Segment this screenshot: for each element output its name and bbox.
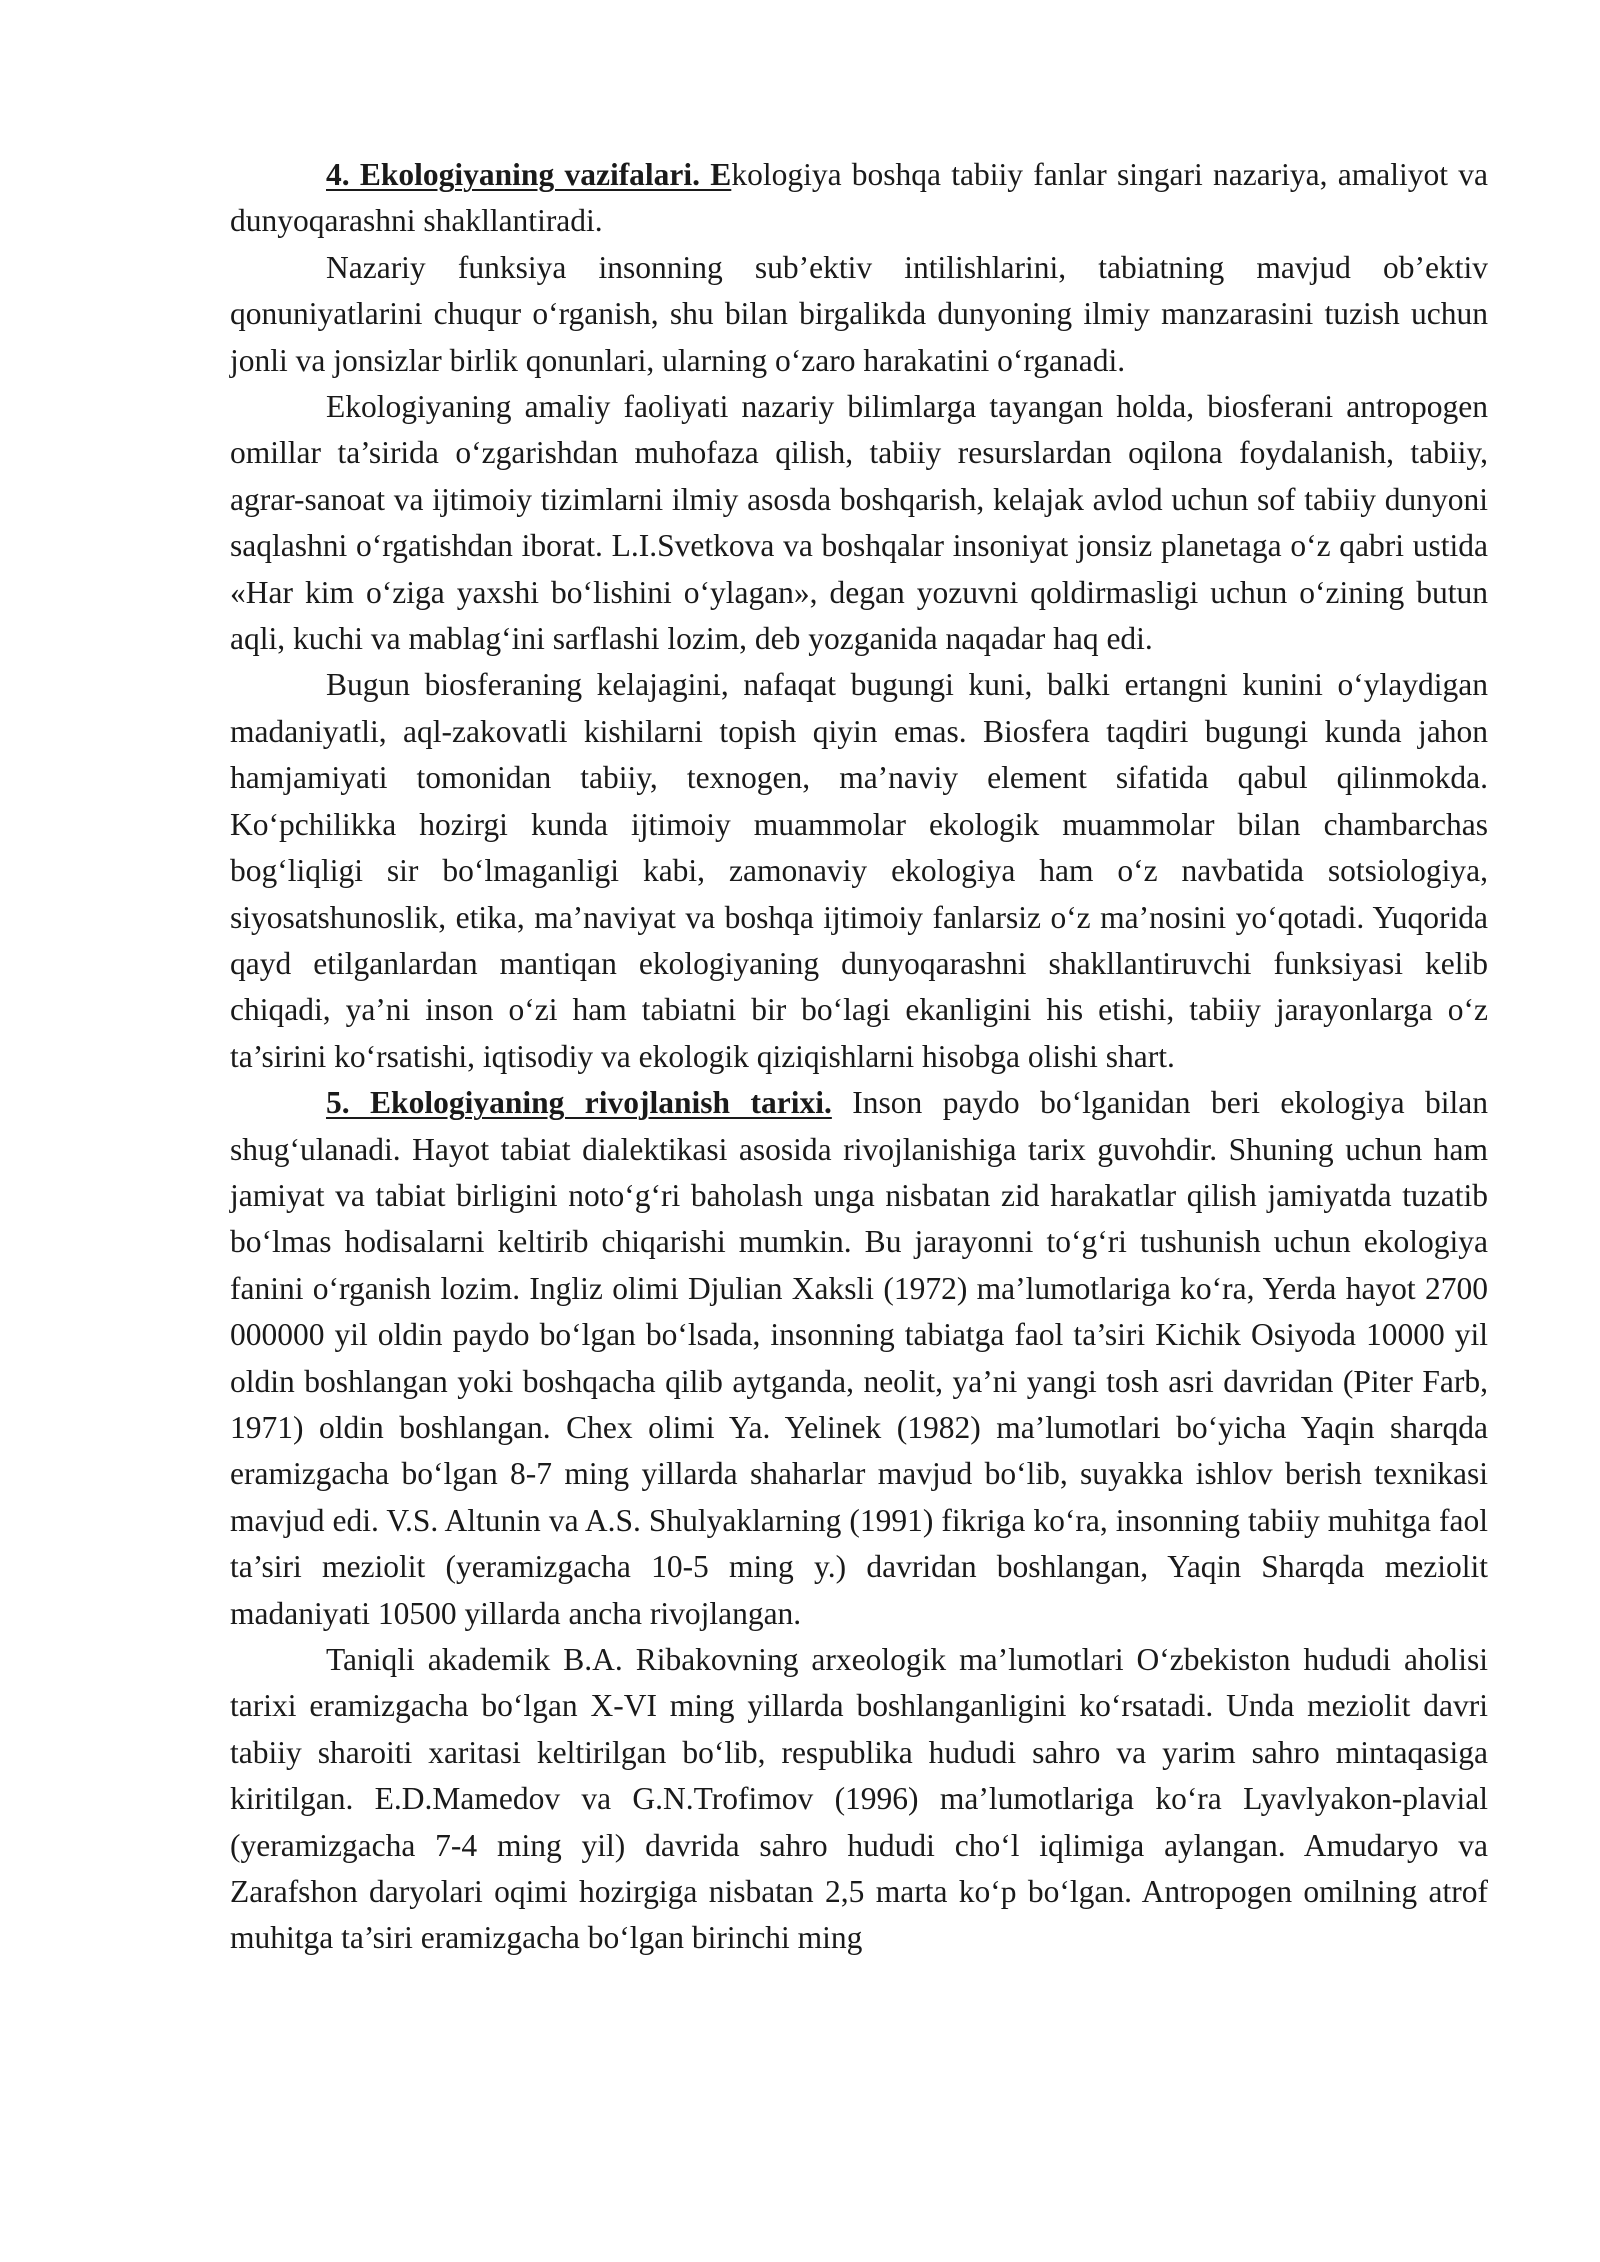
paragraph-biosphere-future: Bugun biosferaning kelajagini, nafaqat bugungi kuni, balki ertangni kunini o‘ylaydigan madaniyatli, aql-zakovatli kishilarni topish qiyin emas. Biosfera taqdiri bugungi kunda jahon hamjamiyati tomonidan tabiiy, texnogen, ma’naviy element sifatida qabul qilinmokda. Ko‘pchilikka hozirgi kunda ijtimoiy muammolar ekologik muammolar bilan chambarchas bog‘liqligi sir bo‘lmaganligi kabi, zamonaviy ekologiya ham o‘z navbatida sotsiologiya, siyosatshunoslik, etika, ma’naviyat va boshqa ijtimoiy fanlarsiz o‘z ma’nosini yo‘qotadi. Yuqorida qayd etilganlardan mantiqan ekologiyaning dunyoqarashni shakllantiruvchi funksiyasi kelib chiqadi, ya’ni inson o‘zi ham tabiatni bir bo‘lagi ekanligini his etishi, tabiiy jarayonlarga o‘z ta’sirini ko‘rsatishi, iqtisodiy va ekologik qiziqishlarni hisobga olishi shart. bbox=[230, 667, 1488, 1074]
paragraph-history-intro bbox=[230, 1080, 1488, 1637]
paragraph-practical-activity: Ekologiyaning amaliy faoliyati nazariy bilimlarga tayangan holda, biosferani antropogen omillar ta’sirida o‘zgarishdan muhofaza qilish, tabiiy resurslardan oqilona foydalanish, tabiiy, agrar-sanoat va ijtimoiy tizimlarni ilmiy asosda boshqarish, kelajak avlod uchun sof tabiiy dunyoni saqlashni o‘rgatishdan iborat. L.I.Svetkova va boshqalar insoniyat jonsiz planetaga o‘z qabri ustida «Har kim o‘ziga yaxshi bo‘lishini o‘ylagan», degan yozuvni qoldirmasligi uchun o‘zining butun aqli, kuchi va mablag‘ini sarflashi lozim, deb yozganida naqadar haq edi. bbox=[230, 389, 1488, 657]
document-page bbox=[230, 152, 1488, 1962]
section-heading-ecology-tasks: 4. Ekologiyaning vazifalari. E bbox=[326, 157, 732, 192]
paragraph-tasks-intro bbox=[230, 152, 1488, 245]
paragraph-text: Inson paydo bo‘lganidan beri ekologiya bilan shug‘ulanadi. Hayot tabiat dialektikasi asosida rivojlanishiga tarix guvohdir. Shuning uchun ham jamiyat va tabiat birligini noto‘g‘ri baholash unga nisbatan zid harakatlar qilish jamiyatda tuzatib bo‘lmas hodisalarni keltirib chiqarishi mumkin. Bu jarayonni to‘g‘ri tushunish uchun ekologiya fanini o‘rganish lozim. Ingliz olimi Djulian Xaksli (1972) ma’lumotlariga ko‘ra, Yerda hayot 2700 000000 yil oldin paydo bo‘lgan bo‘lsada, insonning tabiatga faol ta’siri Kichik Osiyoda 10000 yil oldin boshlangan yoki boshqacha qilib aytganda, neolit, ya’ni yangi tosh asri davridan (Piter Farb, 1971) oldin boshlangan. Chex olimi Ya. Yelinek (1982) ma’lumotlari bo‘yicha Yaqin sharqda eramizgacha bo‘lgan 8-7 ming yillarda shaharlar mavjud bo‘lib, suyakka ishlov berish texnikasi mavjud edi. V.S. Altunin va A.S. Shulyaklarning (1991) fikriga ko‘ra, insonning tabiiy muhitga faol ta’siri meziolit (yeramizgacha 10-5 ming y.) davridan boshlangan, Yaqin Sharqda meziolit madaniyati 10500 yillarda ancha rivojlangan. bbox=[230, 1085, 1488, 1631]
section-heading-ecology-history: 5. Ekologiyaning rivojlanish tarixi. bbox=[326, 1085, 832, 1121]
paragraph-theoretical-function: Nazariy funksiya insonning sub’ektiv intilishlarini, tabiatning mavjud ob’ektiv qonuniyatlarini chuqur o‘rganish, shu bilan birgalikda dunyoning ilmiy manzarasini tuzish uchun jonli va jonsizlar birlik qonunlari, ularning o‘zaro harakatini o‘rganadi. bbox=[230, 249, 1488, 378]
paragraph-uzbekistan-history: Taniqli akademik B.A. Ribakovning arxeologik ma’lumotlari O‘zbekiston hududi aholisi tarixi eramizgacha bo‘lgan X-VI ming yillarda boshlanganligini ko‘rsatadi. Unda meziolit davri tabiiy sharoiti xaritasi keltirilgan bo‘lib, respublika hududi sahro va yarim sahro mintaqasiga kiritilgan. E.D.Mamedov va G.N.Trofimov (1996) ma’lumotlariga ko‘ra Lyavlyakon-plavial (yeramizgacha 7-4 ming yil) davrida sahro hududi cho‘l iqlimiga aylangan. Amudaryo va Zarafshon daryolari oqimi hozirgiga nisbatan 2,5 marta ko‘p bo‘lgan. Antropogen omilning atrof muhitga ta’siri eramizgacha bo‘lgan birinchi ming bbox=[230, 1642, 1488, 1956]
paragraph-text: kologiya boshqa tabiiy fanlar singari nazariya, amaliyot va dunyoqarashni shakllantiradi. bbox=[230, 157, 1488, 239]
